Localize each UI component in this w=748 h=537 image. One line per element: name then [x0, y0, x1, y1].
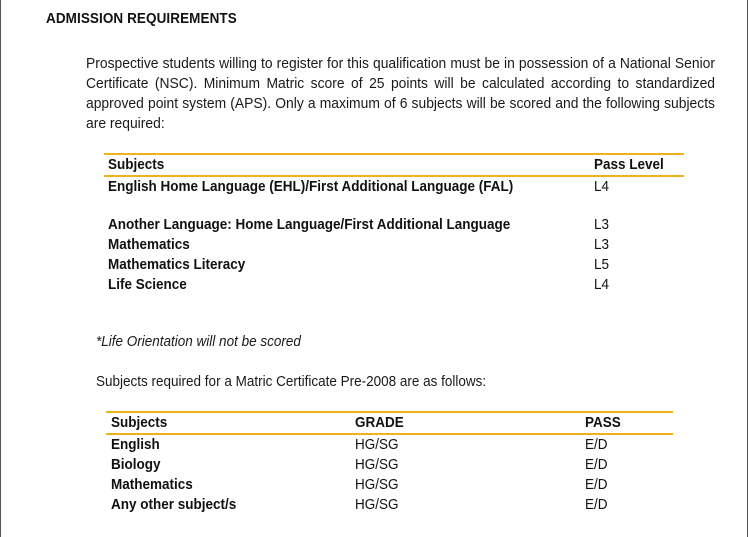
- nsc-requirements-table: [104, 153, 684, 295]
- header-subjects: Subjects: [106, 412, 355, 434]
- subject-cell: English: [111, 436, 160, 453]
- subject-cell: Another Language: Home Language/First Additional Language: [108, 216, 511, 233]
- table-spacer: [104, 197, 684, 215]
- grade-cell: HG/SG: [355, 496, 399, 513]
- subject-cell: English Home Language (EHL)/First Additional Language (FAL): [108, 178, 514, 195]
- table-row: [106, 495, 673, 515]
- header-subjects: Subjects: [104, 154, 594, 176]
- level-cell: L3: [594, 216, 610, 233]
- subject-cell: Mathematics Literacy: [108, 256, 246, 273]
- subject-cell: Life Science: [108, 276, 187, 293]
- pass-cell: E/D: [585, 496, 608, 513]
- pre2008-lead: Subjects required for a Matric Certificate Pre-2008 are as follows:: [96, 373, 487, 390]
- intro-paragraph: Prospective students willing to register for this qualification must be in possession of a National Senior Certificate (NSC). Minimum Matric score of 25 points will be calculated according to standardized approved point system (APS). Only a maximum of 6 subjects will be scored and the following subjects are required:: [86, 55, 715, 132]
- table-row: [104, 235, 684, 255]
- pass-cell: E/D: [585, 476, 608, 493]
- header-grade: GRADE: [355, 412, 585, 434]
- header-pass-level: Pass Level: [594, 154, 684, 176]
- table-row: [106, 434, 673, 455]
- level-cell: L5: [594, 256, 610, 273]
- subject-cell: Biology: [111, 456, 161, 473]
- footnote: *Life Orientation will not be scored: [96, 333, 301, 350]
- subject-cell: Mathematics: [111, 476, 193, 493]
- subject-cell: Any other subject/s: [111, 496, 237, 513]
- pre2008-requirements-table: [106, 411, 673, 515]
- table-row: [106, 455, 673, 475]
- section-heading: ADMISSION REQUIREMENTS: [46, 11, 237, 27]
- table-header-row: [104, 154, 684, 176]
- table-row: [104, 275, 684, 295]
- grade-cell: HG/SG: [355, 476, 399, 493]
- grade-cell: HG/SG: [355, 456, 399, 473]
- level-cell: L3: [594, 236, 610, 253]
- pass-cell: E/D: [585, 436, 608, 453]
- grade-cell: HG/SG: [355, 436, 399, 453]
- table-row: [104, 215, 684, 235]
- table-row: [104, 255, 684, 275]
- pass-cell: E/D: [585, 456, 608, 473]
- header-pass: PASS: [585, 412, 673, 434]
- level-cell: L4: [594, 178, 610, 195]
- table-header-row: [106, 412, 673, 434]
- subject-cell: Mathematics: [108, 236, 190, 253]
- table-row: [104, 176, 684, 197]
- table-row: [106, 475, 673, 495]
- level-cell: L4: [594, 276, 610, 293]
